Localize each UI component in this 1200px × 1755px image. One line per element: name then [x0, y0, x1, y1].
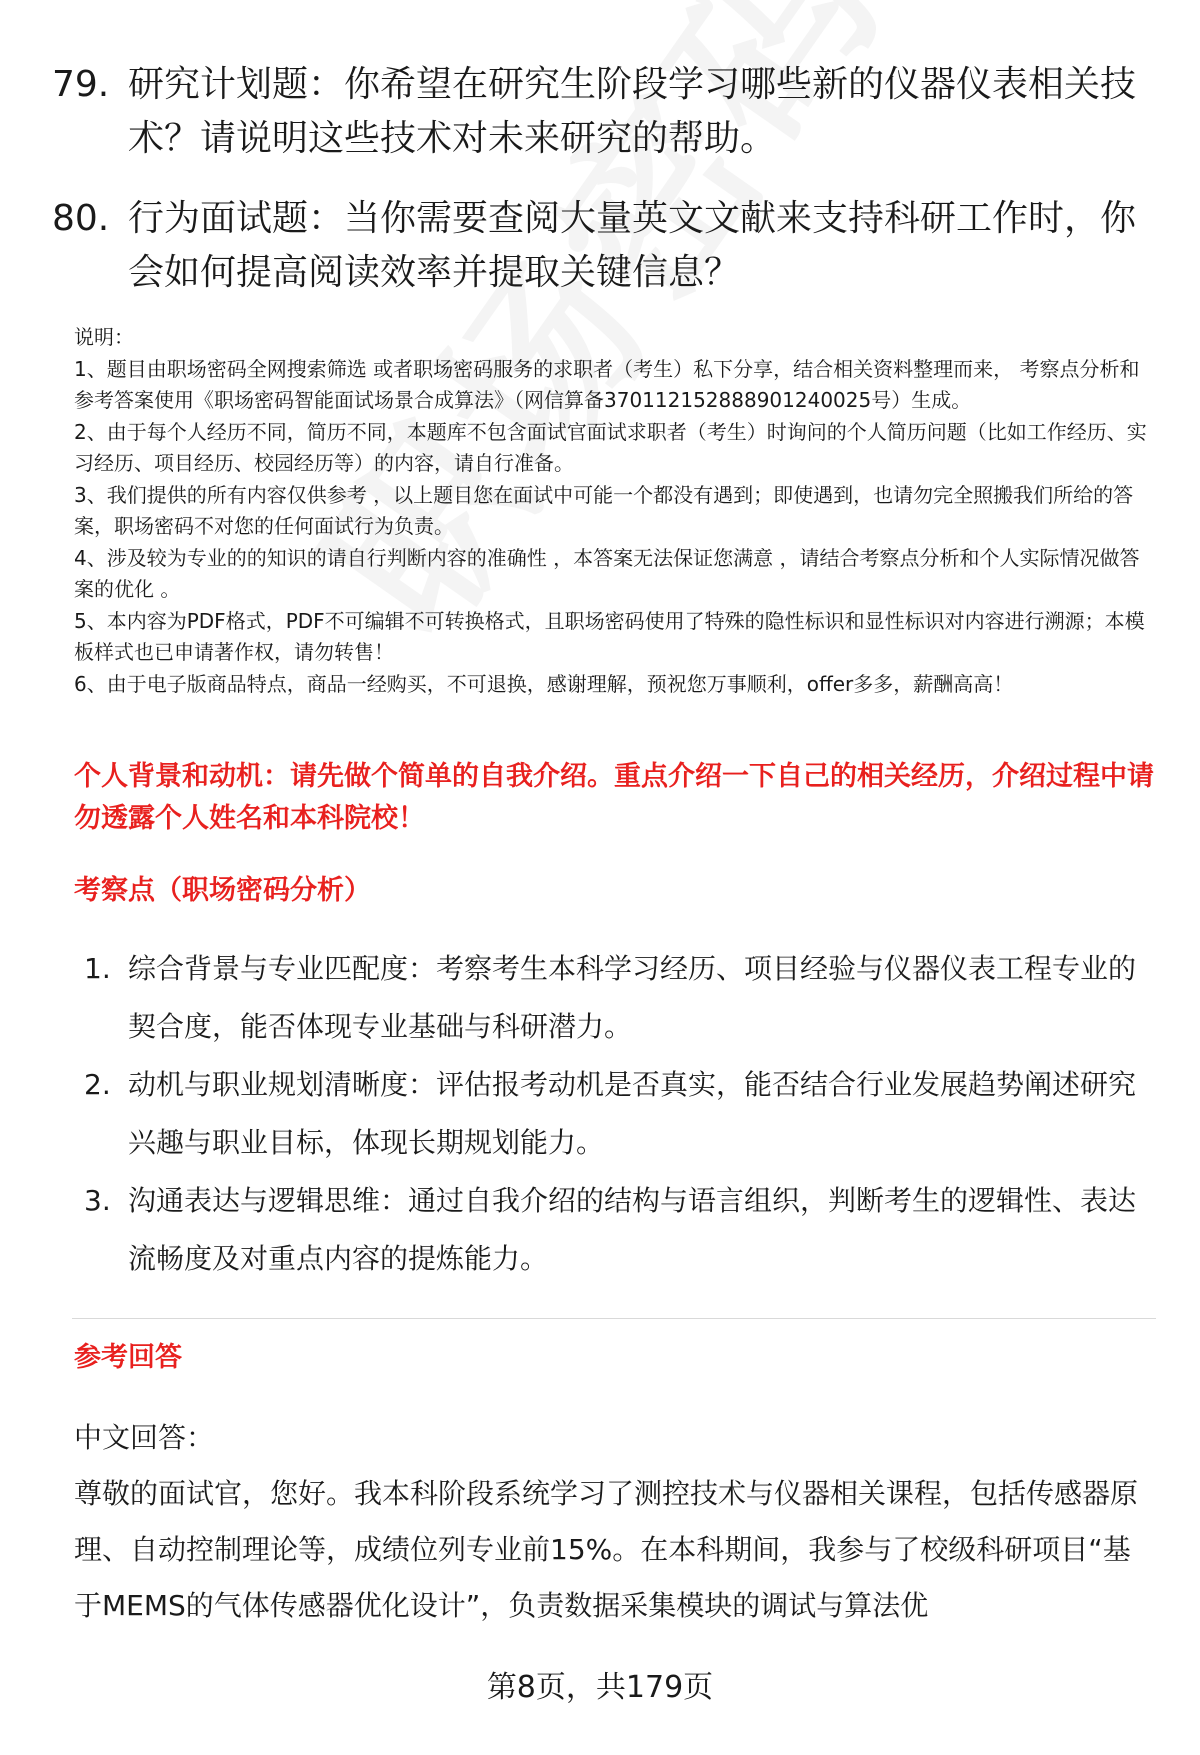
- answer-text: 尊敬的面试官，您好。我本科阶段系统学习了测控技术与仪器相关课程，包括传感器原理、自动控制理论等，成绩位列专业前15%。在本科期间，我参与了校级科研项目“基于MEMS的气体传感器优化设计”，负责数据采集模块的调试与算法优: [74, 1477, 1139, 1622]
- note-item: 2、由于每个人经历不同，简历不同，本题库不包含面试官面试求职者（考生）时询问的个人简历问题（比如工作经历、实习经历、项目经历、校园经历等）的内容，请自行准备。: [74, 419, 1147, 475]
- note-item: 1、题目由职场密码全网搜索筛选 或者职场密码服务的求职者（考生）私下分享，结合相关资料整理而来， 考察点分析和参考答案使用《职场密码智能面试场景合成算法》（网信算备370112152888901240025号）生成。: [74, 356, 1140, 412]
- analysis-point: [84, 1172, 1154, 1288]
- question-text: 研究计划题：你希望在研究生阶段学习哪些新的仪器仪表相关技术？请说明这些技术对未来研究的帮助。: [128, 64, 1137, 159]
- point-text: 沟通表达与逻辑思维：通过自我介绍的结构与语言组织，判断考生的逻辑性、表达流畅度及对重点内容的提炼能力。: [128, 1184, 1137, 1275]
- analysis-point: [84, 940, 1154, 1056]
- note-item: 4、涉及较为专业的的知识的请自行判断内容的准确性 ，本答案无法保证您满意 ，请结合考察点分析和个人实际情况做答案的优化 。: [74, 545, 1140, 601]
- question-text: 行为面试题：当你需要查阅大量英文文献来支持科研工作时，你会如何提高阅读效率并提取关键信息？: [128, 198, 1137, 293]
- section-divider: [72, 1318, 1156, 1319]
- answer-heading: 参考回答: [74, 1342, 182, 1373]
- analysis-heading: 考察点（职场密码分析）: [74, 875, 371, 906]
- question-item: [52, 58, 1142, 166]
- answer-label: 中文回答：: [74, 1421, 215, 1454]
- notes-title: 说明：: [74, 325, 134, 349]
- point-number: 3.: [84, 1184, 111, 1217]
- note-item: 3、我们提供的所有内容仅供参考 ，以上题目您在面试中可能一个都没有遇到；即使遇到，也请勿完全照搬我们所给的答案，职场密码不对您的任何面试行为负责。: [74, 482, 1134, 538]
- page-footer: 第8页，共179页: [486, 1670, 714, 1705]
- point-text: 动机与职业规划清晰度：评估报考动机是否真实，能否结合行业发展趋势阐述研究兴趣与职业目标，体现长期规划能力。: [128, 1068, 1137, 1159]
- question-number: 80.: [52, 198, 110, 239]
- point-number: 2.: [84, 1068, 111, 1101]
- point-number: 1.: [84, 952, 111, 985]
- analysis-points: [84, 940, 1154, 1288]
- answer-body: [74, 1410, 1154, 1634]
- note-item: 5、本内容为PDF格式，PDF不可编辑不可转换格式，且职场密码使用了特殊的隐性标识和显性标识对内容进行溯源；本模板样式也已申请著作权，请勿转售！: [74, 608, 1145, 664]
- question-item: [52, 192, 1142, 300]
- question-number: 79.: [52, 64, 110, 105]
- analysis-point: [84, 1056, 1154, 1172]
- main-question: 个人背景和动机：请先做个简单的自我介绍。重点介绍一下自己的相关经历，介绍过程中请勿透露个人姓名和本科院校！: [74, 761, 1154, 834]
- note-item: 6、由于电子版商品特点，商品一经购买，不可退换，感谢理解，预祝您万事顺利，offer多多，薪酬高高！: [74, 671, 1014, 696]
- disclaimer-notes: [74, 322, 1159, 700]
- point-text: 综合背景与专业匹配度：考察考生本科学习经历、项目经验与仪器仪表工程专业的契合度，能否体现专业基础与科研潜力。: [128, 952, 1137, 1043]
